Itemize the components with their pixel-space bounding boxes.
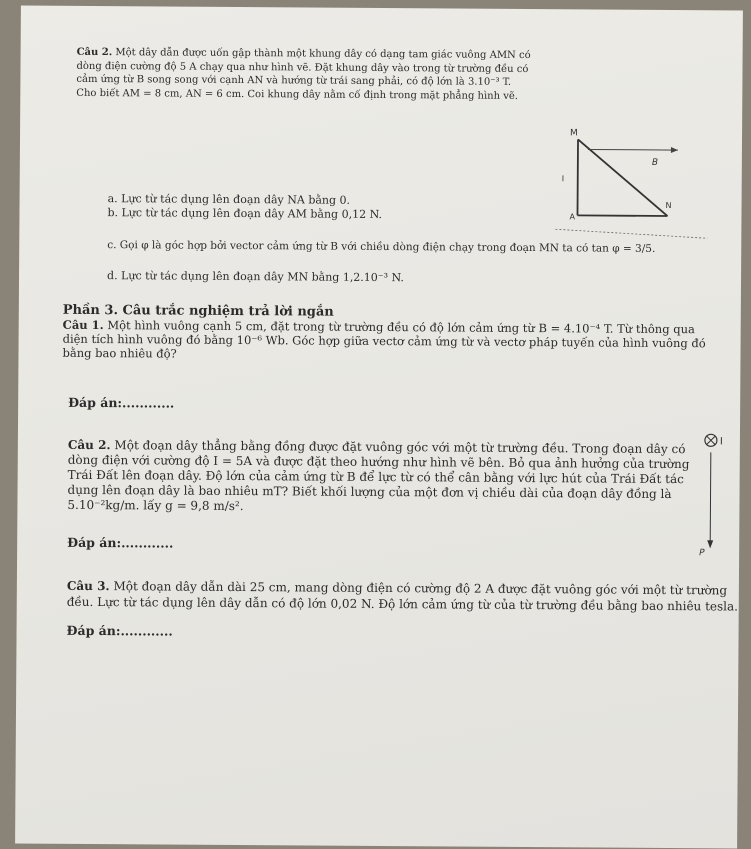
label-M: M [570, 128, 578, 139]
option-d: d. Lực từ tác dụng lên đoạn dây MN bằng 1,2.10⁻³ N. [107, 269, 405, 285]
question-text: Một hình vuông cạnh 5 cm, đặt trong từ trường đều có độ lớn cảm ứng từ B = 4.10⁻⁴ T. Từ thông qua diện tích hình vuông đó bằng 10⁻⁶ Wb. Góc hợp giữa vectơ cảm ứng từ và vectơ pháp tuyến của hình vuông đó bằng bao nhiêu độ? [62, 318, 706, 361]
wire-figure [701, 430, 736, 560]
answer-line-2: Đáp án:............ [67, 534, 174, 551]
question-label: Câu 2. [76, 46, 113, 59]
option-b: b. Lực từ tác dụng lên đoạn dây AM bằng 0,12 N. [107, 206, 383, 222]
question-text: Một dây dẫn được uốn gập thành một khung dây có dạng tam giác vuông AMN có dòng điện cường độ 5 A chạy qua như hình vẽ. Đặt khung dây vào trong từ trường đều có cảm ứng từ B song song với cạnh AN và hướng từ trái sang phải, có độ lớn là 3.10⁻³ T. Cho biết AM = 8 cm, AN = 6 cm. Coi khung dây nằm cố định trong mặt phẳng hình vẽ. [76, 47, 531, 102]
question-2-stem [76, 46, 531, 103]
option-c: c. Gọi φ là góc hợp bởi vector cảm ứng từ B với chiều dòng điện chạy trong đoạn MN ta có tan φ = 3/5. [107, 239, 656, 255]
part3-question-1 [62, 318, 712, 365]
question-text: Một đoạn dây dẫn dài 25 cm, mang dòng điện có cường độ 2 A được đặt vuông góc với một từ trường đều. Lực từ tác dụng lên dây dẫn có độ lớn 0,02 N. Độ lớn cảm ứng từ của từ trường đều bằng bao nhiêu tesla. [66, 579, 739, 614]
label-N: N [665, 200, 672, 211]
answer-line-1: Đáp án:............ [68, 394, 175, 411]
part3-question-2 [67, 438, 708, 517]
question-label: Câu 3. [66, 578, 110, 594]
section-heading: Phần 3. Câu trắc nghiệm trả lời ngắn [62, 302, 334, 320]
question-label: Câu 1. [62, 317, 104, 333]
triangle-frame-figure [547, 119, 718, 246]
part3-question-3 [67, 578, 747, 615]
label-I: I [561, 174, 565, 184]
label-I: I [719, 436, 723, 448]
exam-page [15, 5, 743, 848]
label-A: A [569, 212, 575, 222]
answer-line-3: Đáp án:............ [66, 622, 173, 639]
label-B: B [651, 157, 659, 168]
option-a: a. Lực từ tác dụng lên đoạn dây NA bằng 0. [107, 192, 351, 207]
label-P: P [699, 548, 705, 559]
question-label: Câu 2. [67, 437, 111, 453]
question-text: Một đoạn dây thẳng bằng đồng được đặt vuông góc với một từ trường đều. Trong đoạn dây có dòng điện với cường độ I = 5A và được đặt theo hướng như hình vẽ bên. Bỏ qua ảnh hưởng của trường Trái Đất lên đoạn dây. Độ lớn của cảm ứng từ B để lực từ có thể cân bằng với lực hút của Trái Đất tác dụng lên đoạn dây là bao nhiêu mT? Biết khối lượng của một đơn vị chiều dài của đoạn dây đồng là 5.10⁻²kg/m. lấy g = 9,8 m/s². [67, 438, 690, 514]
